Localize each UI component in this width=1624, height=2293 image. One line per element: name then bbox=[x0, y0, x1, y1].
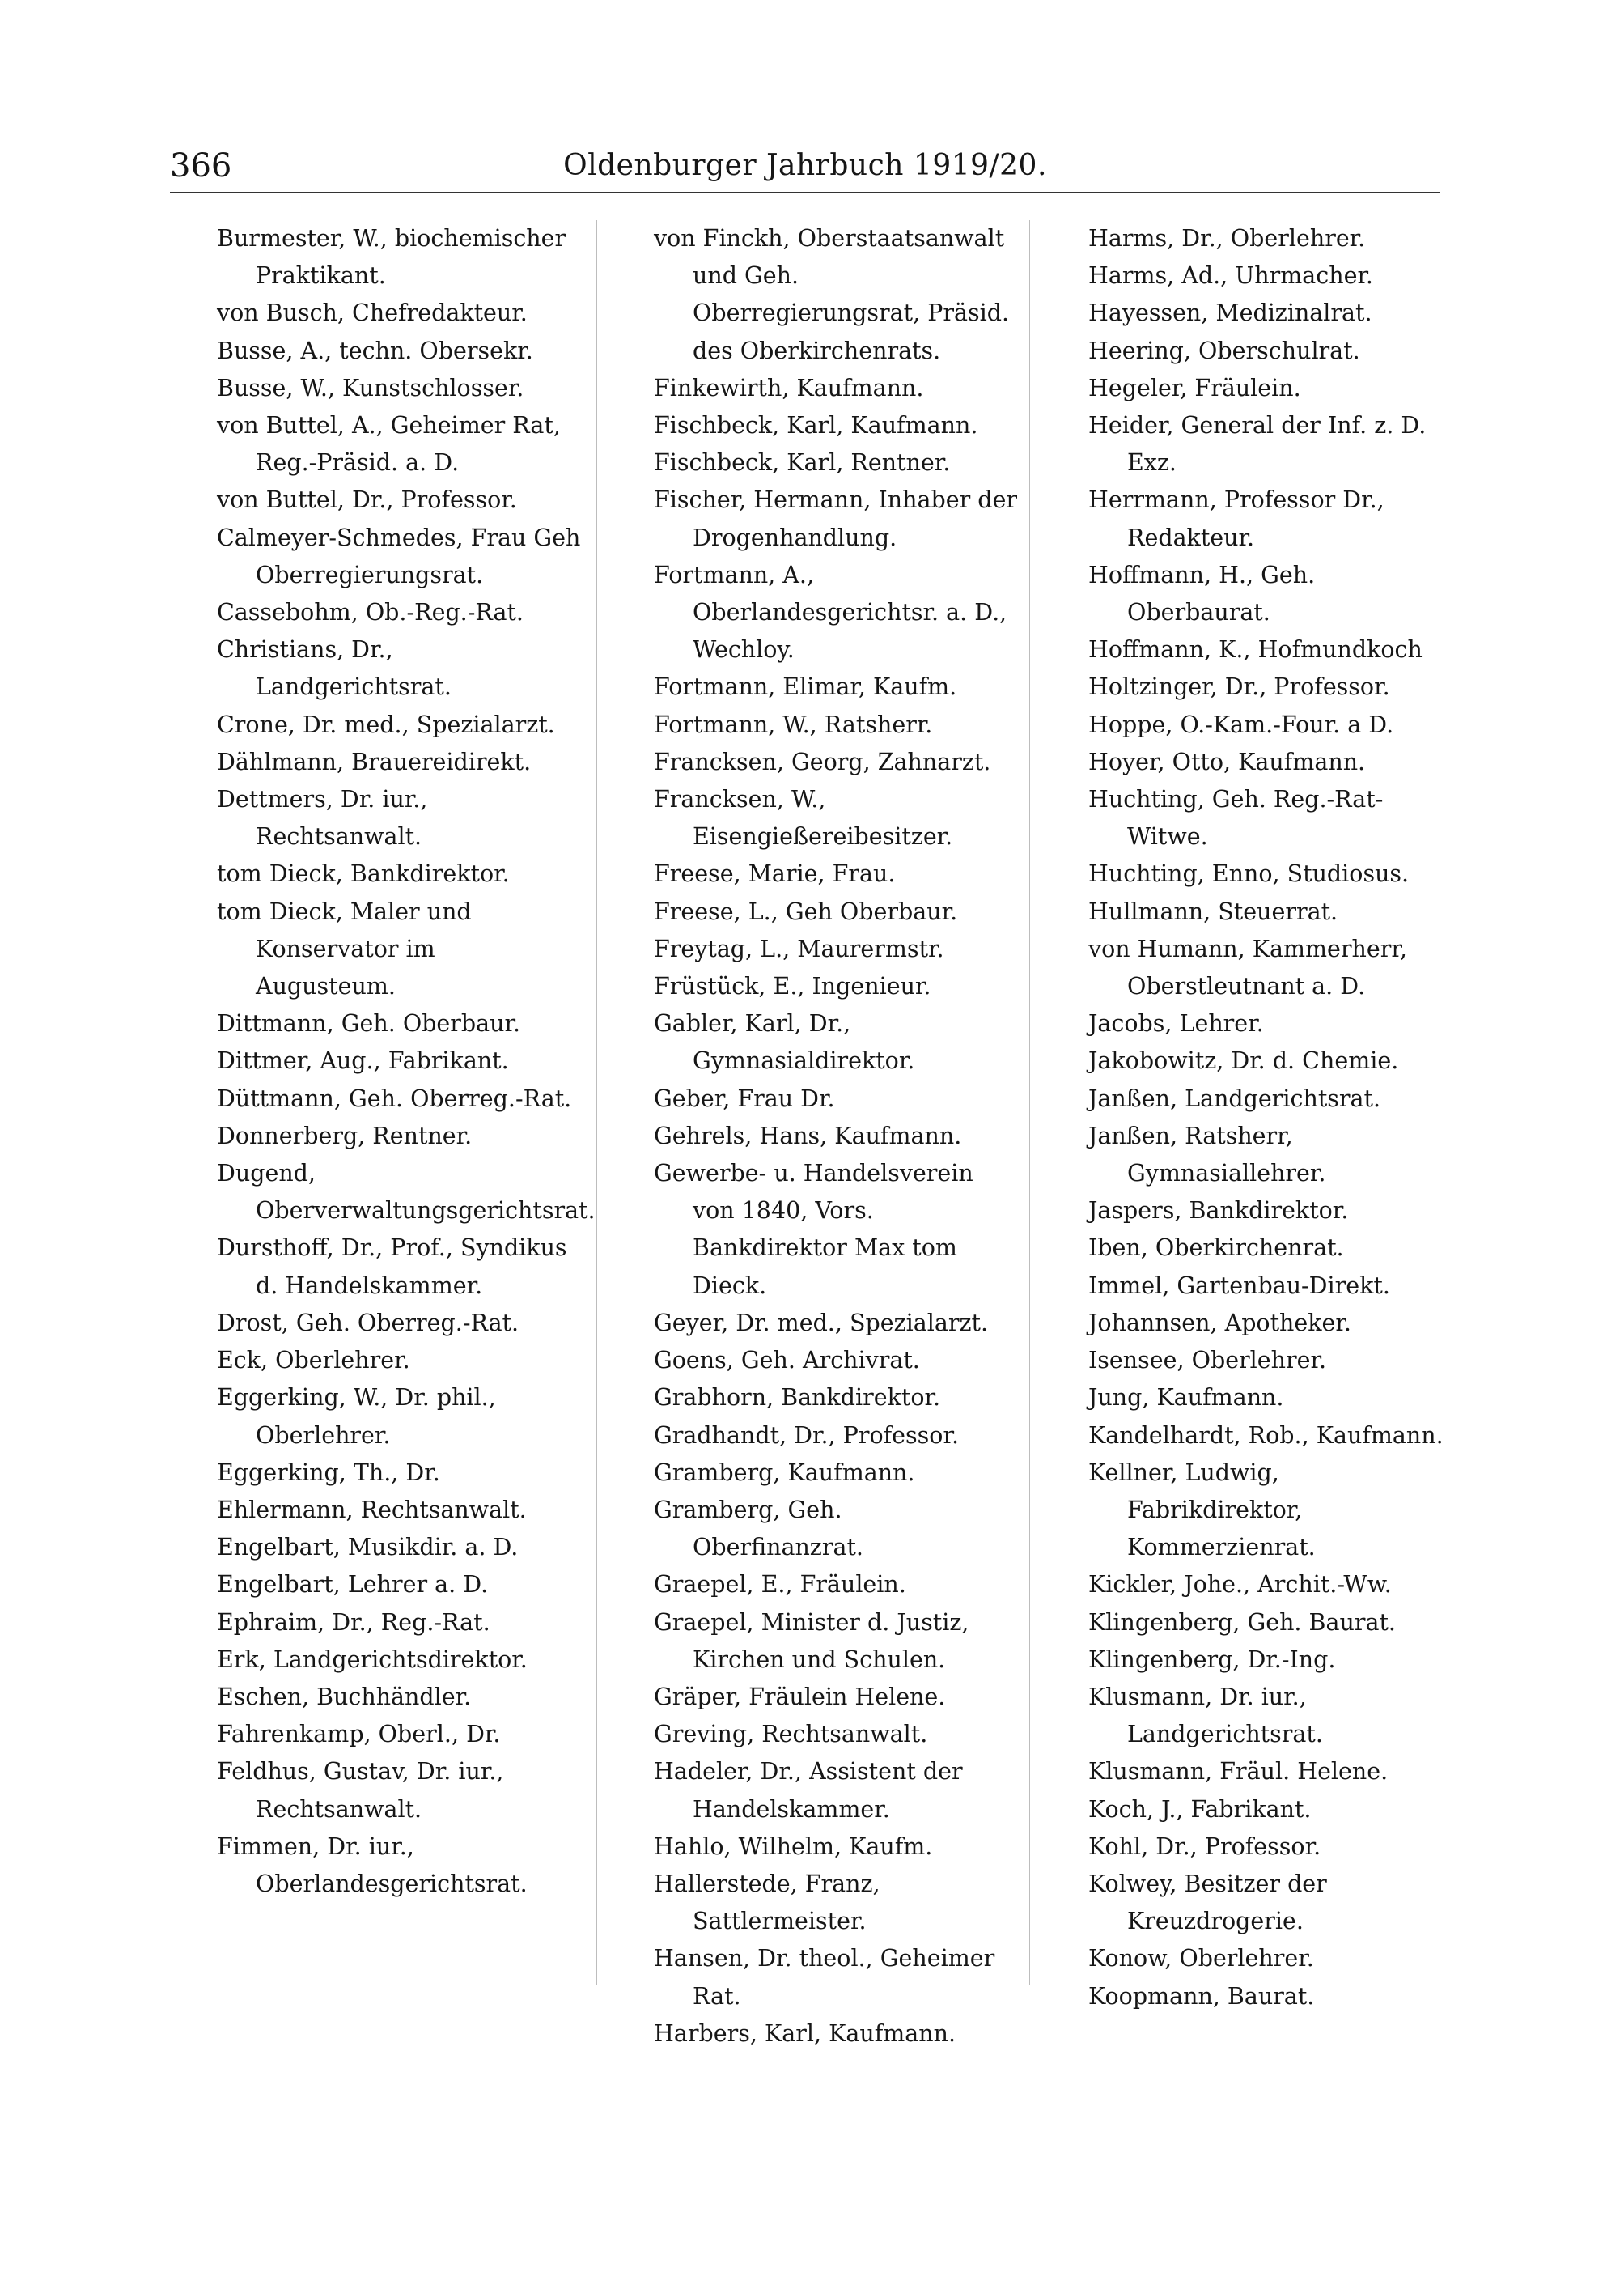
list-item: Ehlermann, Rechtsanwalt. bbox=[217, 1496, 527, 1523]
list-item: Koch, J., Fabrikant. bbox=[1088, 1795, 1312, 1823]
list-item: Jakobowitz, Dr. d. Chemie. bbox=[1088, 1047, 1399, 1075]
running-title: Oldenburger Jahrbuch 1919/20. bbox=[563, 149, 1047, 182]
list-item: Kolwey, Besitzer der Kreuzdrogerie. bbox=[1088, 1870, 1327, 1935]
list-item: Hadeler, Dr., Assistent der Handelskammer. bbox=[654, 1758, 963, 1823]
list-item: Busse, W., Kunstschlosser. bbox=[217, 374, 524, 401]
list-item: Freytag, L., Maurermstr. bbox=[654, 935, 944, 962]
list-item: Donnerberg, Rentner. bbox=[217, 1122, 473, 1149]
list-item: Konow, Oberlehrer. bbox=[1088, 1945, 1314, 1972]
list-item: von Buttel, Dr., Professor. bbox=[217, 486, 517, 514]
list-item: Geyer, Dr. med., Spezialarzt. bbox=[654, 1309, 988, 1336]
list-item: Kandelhardt, Rob., Kaufmann. bbox=[1088, 1421, 1444, 1449]
list-item: Ephraim, Dr., Reg.-Rat. bbox=[217, 1608, 490, 1636]
list-item: Drost, Geh. Oberreg.-Rat. bbox=[217, 1309, 519, 1336]
list-item: Harms, Ad., Uhrmacher. bbox=[1088, 262, 1373, 290]
list-item: Huchting, Geh. Reg.-Rat-Witwe. bbox=[1088, 786, 1384, 851]
list-item: Burmester, W., biochemischer Praktikant. bbox=[217, 225, 566, 290]
list-item: Crone, Dr. med., Spezialarzt. bbox=[217, 711, 555, 738]
list-item: Eggerking, Th., Dr. bbox=[217, 1459, 440, 1486]
list-item: Herrmann, Professor Dr., Redakteur. bbox=[1088, 486, 1384, 551]
list-item: Greving, Rechtsanwalt. bbox=[654, 1721, 928, 1748]
list-item: Johannsen, Apotheker. bbox=[1088, 1309, 1351, 1336]
list-item: Gramberg, Kaufmann. bbox=[654, 1459, 915, 1486]
header-rule bbox=[170, 192, 1440, 193]
list-item: Gabler, Karl, Dr., Gymnasialdirektor. bbox=[654, 1010, 915, 1075]
list-item: Iben, Oberkirchenrat. bbox=[1088, 1234, 1344, 1262]
list-item: von Finckh, Oberstaatsanwalt und Geh. Oberregierungsrat, Präsid. des Oberkirchenrats. bbox=[654, 225, 1010, 364]
entry-column-1 bbox=[217, 220, 596, 1903]
column-divider bbox=[596, 220, 597, 1985]
list-item: Heering, Oberschulrat. bbox=[1088, 337, 1360, 364]
list-item: Eggerking, W., Dr. phil., Oberlehrer. bbox=[217, 1384, 496, 1449]
list-item: Janßen, Ratsherr, Gymnasiallehrer. bbox=[1088, 1122, 1326, 1187]
list-item: Kohl, Dr., Professor. bbox=[1088, 1832, 1321, 1860]
list-item: Geber, Frau Dr. bbox=[654, 1085, 835, 1112]
list-item: Klusmann, Fräul. Helene. bbox=[1088, 1758, 1389, 1786]
list-item: Hallerstede, Franz, Sattlermeister. bbox=[654, 1870, 880, 1935]
list-item: Dittmann, Geh. Oberbaur. bbox=[217, 1010, 521, 1038]
list-item: Klingenberg, Geh. Baurat. bbox=[1088, 1608, 1396, 1636]
list-item: Engelbart, Lehrer a. D. bbox=[217, 1571, 489, 1599]
list-item: Hoyer, Otto, Kaufmann. bbox=[1088, 748, 1366, 775]
list-item: Fahrenkamp, Oberl., Dr. bbox=[217, 1721, 501, 1748]
list-item: Eschen, Buchhändler. bbox=[217, 1683, 472, 1710]
list-item: tom Dieck, Bankdirektor. bbox=[217, 860, 510, 888]
list-item: Fimmen, Dr. iur., Oberlandesgerichtsrat. bbox=[217, 1832, 528, 1897]
list-item: Francksen, Georg, Zahnarzt. bbox=[654, 748, 991, 775]
list-item: von Busch, Chefredakteur. bbox=[217, 299, 528, 327]
list-item: tom Dieck, Maler und Konservator im Augusteum. bbox=[217, 898, 472, 1000]
list-item: Gramberg, Geh. Oberfinanzrat. bbox=[654, 1496, 863, 1561]
column-divider bbox=[1029, 220, 1030, 1985]
list-item: Immel, Gartenbau-Direkt. bbox=[1088, 1272, 1390, 1299]
list-item: Dettmers, Dr. iur., Rechtsanwalt. bbox=[217, 786, 428, 851]
list-item: Fischbeck, Karl, Rentner. bbox=[654, 449, 951, 477]
list-item: Fortmann, W., Ratsherr. bbox=[654, 711, 933, 738]
list-item: Fischbeck, Karl, Kaufmann. bbox=[654, 412, 978, 439]
list-item: Busse, A., techn. Obersekr. bbox=[217, 337, 533, 364]
list-item: Klusmann, Dr. iur., Landgerichtsrat. bbox=[1088, 1683, 1323, 1748]
list-item: Finkewirth, Kaufmann. bbox=[654, 374, 924, 401]
list-item: Gradhandt, Dr., Professor. bbox=[654, 1421, 959, 1449]
list-item: Hansen, Dr. theol., Geheimer Rat. bbox=[654, 1945, 995, 2010]
list-item: Früstück, E., Ingenieur. bbox=[654, 973, 931, 1000]
list-item: Kellner, Ludwig, Fabrikdirektor, Kommerzienrat. bbox=[1088, 1459, 1316, 1561]
list-item: Hoffmann, H., Geh. Oberbaurat. bbox=[1088, 561, 1316, 626]
list-item: Calmeyer-Schmedes, Frau Geh Oberregierungsrat. bbox=[217, 524, 581, 588]
list-item: Freese, L., Geh Oberbaur. bbox=[654, 898, 958, 925]
list-item: Feldhus, Gustav, Dr. iur., Rechtsanwalt. bbox=[217, 1758, 504, 1823]
list-item: Graepel, E., Fräulein. bbox=[654, 1571, 906, 1599]
list-item: Fortmann, Elimar, Kaufm. bbox=[654, 673, 957, 701]
list-item: Harbers, Karl, Kaufmann. bbox=[654, 2019, 956, 2047]
list-item: Hoppe, O.-Kam.-Four. a D. bbox=[1088, 711, 1394, 738]
entry-column-3 bbox=[1088, 220, 1448, 2015]
list-item: von Buttel, A., Geheimer Rat, Reg.-Präsid. a. D. bbox=[217, 412, 561, 477]
list-item: Heider, General der Inf. z. D. Exz. bbox=[1088, 412, 1427, 477]
list-item: Freese, Marie, Frau. bbox=[654, 860, 896, 888]
list-item: Fortmann, A., Oberlandesgerichtsr. a. D., Wechloy. bbox=[654, 561, 1007, 664]
list-item: Jacobs, Lehrer. bbox=[1088, 1010, 1264, 1038]
list-item: Janßen, Landgerichtsrat. bbox=[1088, 1085, 1381, 1112]
list-item: Christians, Dr., Landgerichtsrat. bbox=[217, 636, 452, 701]
list-item: Dittmer, Aug., Fabrikant. bbox=[217, 1047, 509, 1075]
entry-column-2 bbox=[654, 220, 1018, 2053]
list-item: Eck, Oberlehrer. bbox=[217, 1347, 410, 1374]
list-item: Klingenberg, Dr.-Ing. bbox=[1088, 1645, 1336, 1673]
list-item: Gewerbe- u. Handelsverein von 1840, Vors. Bankdirektor Max tom Dieck. bbox=[654, 1160, 973, 1299]
list-item: Hegeler, Fräulein. bbox=[1088, 374, 1301, 401]
list-item: Dursthoff, Dr., Prof., Syndikus d. Handelskammer. bbox=[217, 1234, 567, 1299]
list-item: Dählmann, Brauereidirekt. bbox=[217, 748, 532, 775]
list-item: Engelbart, Musikdir. a. D. bbox=[217, 1534, 519, 1561]
list-item: Huchting, Enno, Studiosus. bbox=[1088, 860, 1410, 888]
list-item: Hullmann, Steuerrat. bbox=[1088, 898, 1338, 925]
list-item: Goens, Geh. Archivrat. bbox=[654, 1347, 920, 1374]
list-item: Dugend, Oberverwaltungsgerichtsrat. bbox=[217, 1160, 596, 1225]
page-number: 366 bbox=[170, 147, 232, 185]
list-item: Gräper, Fräulein Helene. bbox=[654, 1683, 946, 1710]
list-item: Holtzinger, Dr., Professor. bbox=[1088, 673, 1390, 701]
list-item: Isensee, Oberlehrer. bbox=[1088, 1347, 1327, 1374]
list-item: Fischer, Hermann, Inhaber der Drogenhandlung. bbox=[654, 486, 1017, 551]
list-item: Harms, Dr., Oberlehrer. bbox=[1088, 225, 1366, 252]
list-item: Koopmann, Baurat. bbox=[1088, 1982, 1315, 2010]
list-item: Gehrels, Hans, Kaufmann. bbox=[654, 1122, 962, 1149]
list-item: Grabhorn, Bankdirektor. bbox=[654, 1384, 941, 1412]
list-item: Hayessen, Medizinalrat. bbox=[1088, 299, 1372, 327]
list-item: Hoffmann, K., Hofmundkoch bbox=[1088, 636, 1423, 664]
list-item: Cassebohm, Ob.-Reg.-Rat. bbox=[217, 599, 524, 626]
list-item: Graepel, Minister d. Justiz, Kirchen und Schulen. bbox=[654, 1608, 969, 1673]
list-item: von Humann, Kammerherr, Oberstleutnant a. D. bbox=[1088, 935, 1407, 1000]
list-item: Jung, Kaufmann. bbox=[1088, 1384, 1284, 1412]
list-item: Francksen, W., Eisengießereibesitzer. bbox=[654, 786, 953, 851]
list-item: Kickler, Johe., Archit.-Ww. bbox=[1088, 1571, 1392, 1599]
list-item: Jaspers, Bankdirektor. bbox=[1088, 1197, 1349, 1225]
list-item: Erk, Landgerichtsdirektor. bbox=[217, 1645, 528, 1673]
list-item: Düttmann, Geh. Oberreg.-Rat. bbox=[217, 1085, 572, 1112]
page-header bbox=[170, 146, 1440, 186]
list-item: Hahlo, Wilhelm, Kaufm. bbox=[654, 1832, 933, 1860]
